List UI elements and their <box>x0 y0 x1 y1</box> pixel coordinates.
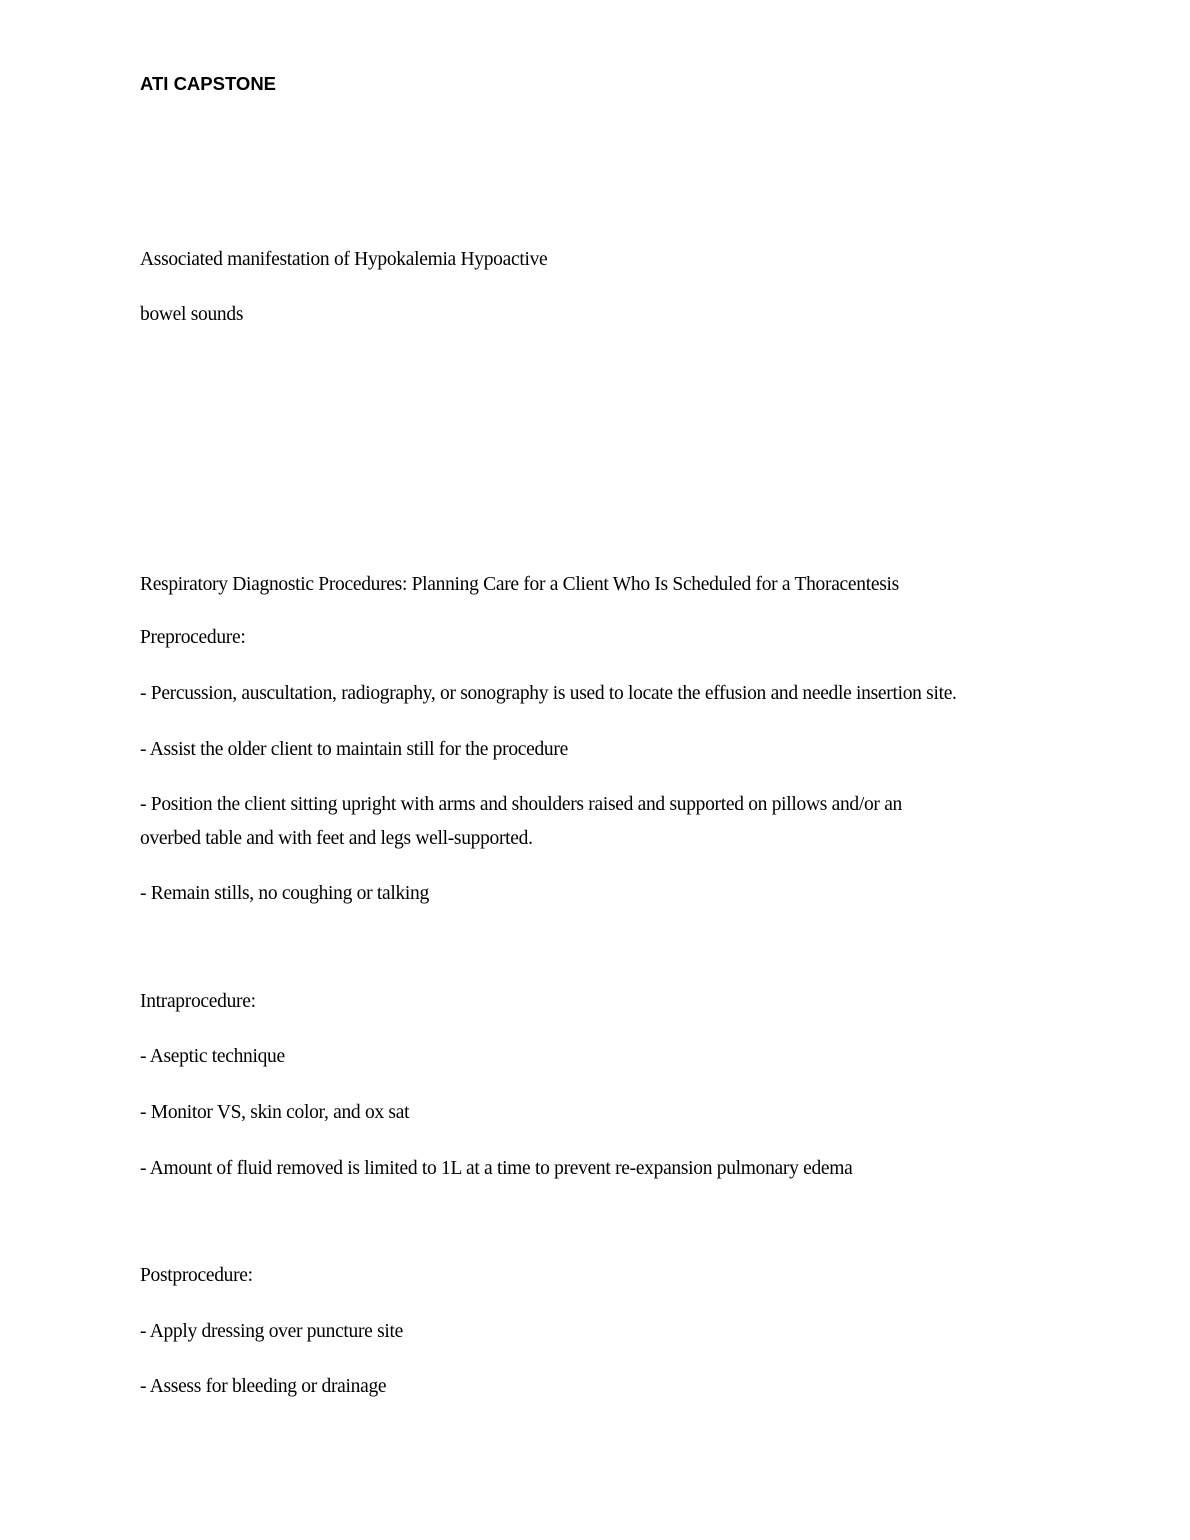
postprocedure-label: Postprocedure: <box>140 1265 253 1286</box>
preprocedure-item: - Assist the older client to maintain still for the procedure <box>140 738 568 762</box>
intraprocedure-item: - Aseptic technique <box>140 1045 285 1069</box>
intraprocedure-item: - Monitor VS, skin color, and ox sat <box>140 1101 409 1125</box>
preprocedure-item: - Percussion, auscultation, radiography, or sonography is used to locate the effusion and needle insertion site. <box>140 682 957 706</box>
postprocedure-item: - Apply dressing over puncture site <box>140 1320 403 1344</box>
preprocedure-label: Preprocedure: <box>140 627 246 648</box>
document-heading: ATI CAPSTONE <box>140 73 277 94</box>
hypokalemia-line-2: bowel sounds <box>140 304 244 325</box>
intraprocedure-item: - Amount of fluid removed is limited to 1L at a time to prevent re-expansion pulmonary edema <box>140 1157 853 1181</box>
thoracentesis-title: Respiratory Diagnostic Procedures: Planning Care for a Client Who Is Scheduled for a Thoracentesis <box>140 574 899 595</box>
preprocedure-item: - Remain stills, no coughing or talking <box>140 882 429 906</box>
preprocedure-item-continuation: overbed table and with feet and legs well-supported. <box>140 828 533 849</box>
postprocedure-item: - Assess for bleeding or drainage <box>140 1375 386 1399</box>
preprocedure-item: - Position the client sitting upright with arms and shoulders raised and supported on pillows and/or an <box>140 793 902 817</box>
intraprocedure-label: Intraprocedure: <box>140 991 256 1012</box>
hypokalemia-line-1: Associated manifestation of Hypokalemia Hypoactive <box>140 249 548 270</box>
